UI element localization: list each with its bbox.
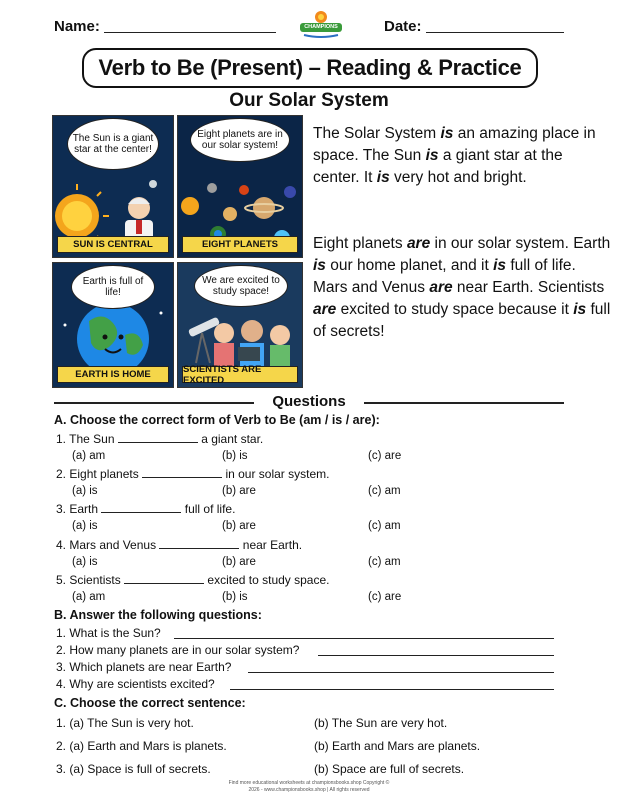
questions-heading: Questions	[0, 393, 618, 411]
section-b-title: B. Answer the following questions:	[54, 608, 262, 622]
story-paragraph-1: The Solar System is an amazing place in space. The Sun is a giant star at the center. It is very hot and bright.	[313, 125, 596, 186]
question-a4: 4. Mars and Venus near Earth.	[56, 538, 303, 552]
question-a1: 1. The Sun a giant star.	[56, 432, 264, 446]
option-a3-c[interactable]: (c) am	[368, 520, 401, 532]
caption-sun: SUN IS CENTRAL	[57, 236, 169, 253]
answer-blank[interactable]	[159, 538, 239, 549]
answer-blank[interactable]	[124, 573, 204, 584]
name-line[interactable]	[104, 32, 276, 33]
reading-subtitle: Our Solar System	[229, 90, 389, 111]
footer-copyright	[0, 780, 618, 794]
answer-blank[interactable]	[101, 502, 181, 513]
answer-blank[interactable]	[118, 432, 198, 443]
option-a1-c[interactable]: (c) are	[368, 450, 402, 462]
speech-bubble-planets: Eight planets are in our solar system!	[190, 118, 290, 162]
option-a1-a[interactable]: (a) am	[72, 450, 106, 462]
question-a2: 2. Eight planets in our solar system.	[56, 467, 330, 481]
question-b4: 4. Why are scientists excited?	[56, 677, 215, 691]
option-a4-b[interactable]: (b) are	[222, 556, 256, 568]
option-c3-a[interactable]: 3. (a) Space is full of secrets.	[56, 762, 211, 776]
champions-logo	[296, 8, 346, 38]
option-a2-c[interactable]: (c) am	[368, 485, 401, 497]
option-a2-a[interactable]: (a) is	[72, 485, 98, 497]
section-c-title: C. Choose the correct sentence:	[54, 696, 246, 710]
panel-sun	[52, 115, 174, 258]
option-a1-b[interactable]: (b) is	[222, 450, 248, 462]
answer-line[interactable]	[248, 672, 554, 673]
answer-line[interactable]	[230, 689, 554, 690]
panel-scientists	[177, 262, 303, 388]
option-c3-b[interactable]: (b) Space are full of secrets.	[314, 762, 465, 776]
story-paragraph-2: Eight planets are in our solar system. Earth is our home planet, and it is full of life. Mars and Venus are near Earth. Scientists are excited to study space because it is full of secrets!	[313, 235, 611, 340]
option-c2-a[interactable]: 2. (a) Earth and Mars is planets.	[56, 739, 227, 753]
question-b2: 2. How many planets are in our solar system?	[56, 643, 300, 657]
caption-planets: EIGHT PLANETS	[182, 236, 298, 253]
caption-scientists: SCIENTISTS ARE EXCITED	[182, 366, 298, 383]
question-a5: 5. Scientists excited to study space.	[56, 573, 330, 587]
question-b3: 3. Which planets are near Earth?	[56, 660, 232, 674]
option-c1-b[interactable]: (b) The Sun are very hot.	[314, 716, 448, 730]
section-a-title: A. Choose the correct form of Verb to Be (am / is / are):	[54, 413, 380, 427]
option-a3-a[interactable]: (a) is	[72, 520, 98, 532]
option-c1-a[interactable]: 1. (a) The Sun is very hot.	[56, 716, 194, 730]
option-c2-b[interactable]: (b) Earth and Mars are planets.	[314, 739, 481, 753]
question-a3: 3. Earth full of life.	[56, 502, 236, 516]
answer-blank[interactable]	[142, 467, 222, 478]
panel-planets	[177, 115, 303, 258]
caption-earth: EARTH IS HOME	[57, 366, 169, 383]
date-line[interactable]	[426, 32, 564, 33]
option-a4-a[interactable]: (a) is	[72, 556, 98, 568]
option-a5-c[interactable]: (c) are	[368, 591, 402, 603]
speech-bubble-earth: Earth is full of life!	[71, 265, 155, 309]
panel-earth	[52, 262, 174, 388]
speech-bubble-scientists: We are excited to study space!	[194, 265, 288, 307]
option-a4-c[interactable]: (c) am	[368, 556, 401, 568]
option-a3-b[interactable]: (b) are	[222, 520, 256, 532]
option-a2-b[interactable]: (b) are	[222, 485, 256, 497]
question-b1: 1. What is the Sun?	[56, 626, 161, 640]
name-label: Name:	[54, 18, 100, 35]
footer-line-2: 2026 - www.championsbooks.shop | All rights reserved	[248, 787, 370, 793]
logo-text: CHAMPIONS	[304, 24, 338, 30]
answer-line[interactable]	[318, 655, 554, 656]
footer-line-1: Find more educational worksheets at championsbooks.shop Copyright ©	[228, 780, 390, 786]
date-label: Date:	[384, 18, 422, 35]
option-a5-a[interactable]: (a) am	[72, 591, 106, 603]
answer-line[interactable]	[174, 638, 554, 639]
worksheet-title: Verb to Be (Present) – Reading & Practice	[82, 48, 538, 88]
speech-bubble-sun: The Sun is a giant star at the center!	[67, 118, 159, 170]
option-a5-b[interactable]: (b) is	[222, 591, 248, 603]
